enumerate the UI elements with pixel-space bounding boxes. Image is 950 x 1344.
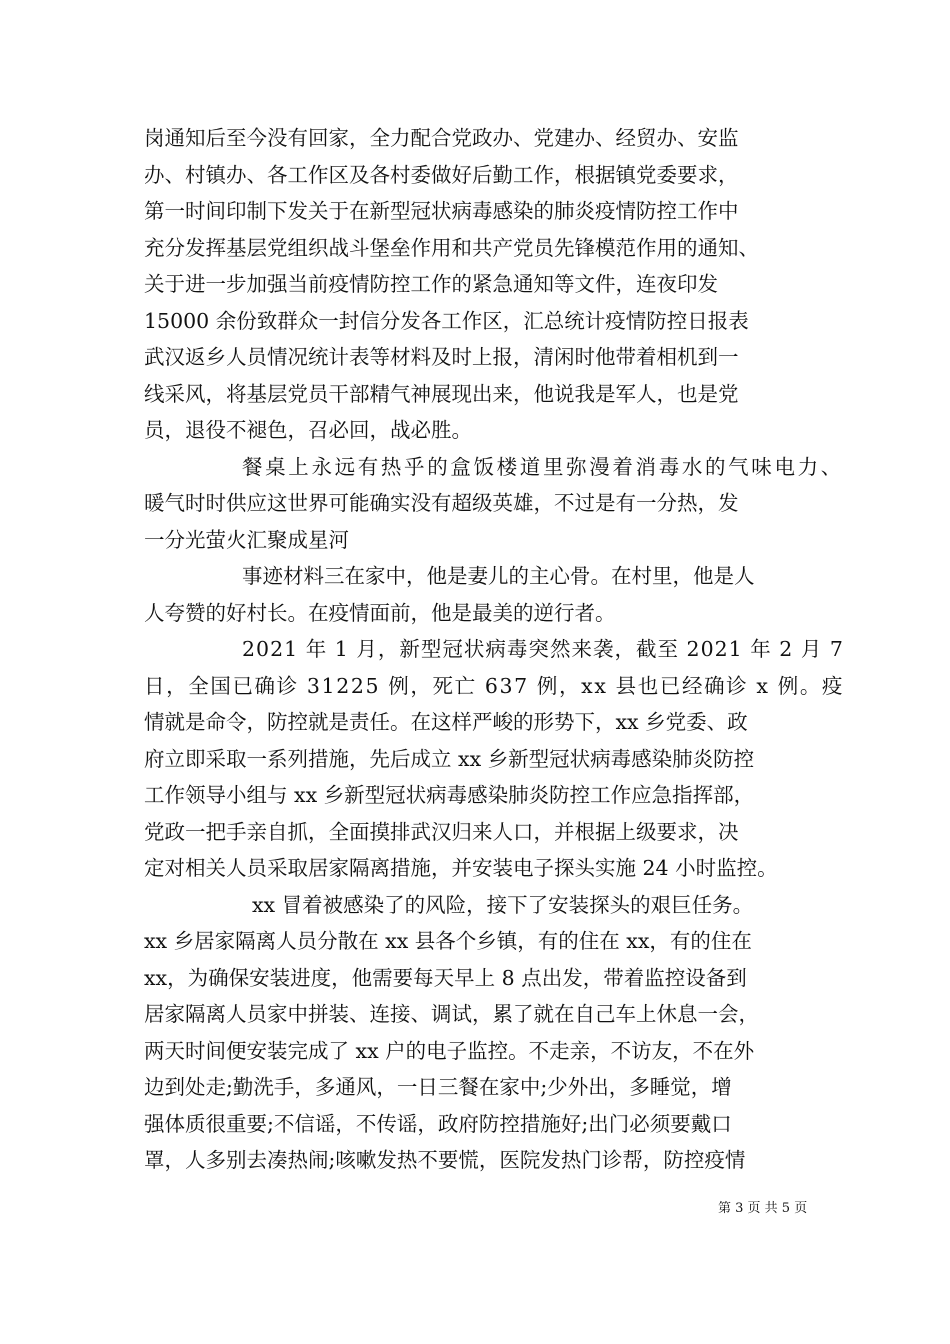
text-line: 充分发挥基层党组织战斗堡垒作用和共产党员先锋模范作用的通知、 bbox=[144, 235, 759, 260]
text-line: 线采风，将基层党员干部精气神展现出来，他说我是军人，也是党 bbox=[144, 381, 739, 406]
paragraph bbox=[144, 120, 844, 449]
paragraph bbox=[144, 558, 844, 631]
text-line: 暖气时时供应这世界可能确实没有超级英雄，不过是有一分热，发 bbox=[144, 491, 739, 515]
text-line: 定对相关人员采取居家隔离措施，并安装电子探头实施 24 小时监控。 bbox=[144, 856, 778, 880]
text-line: xx 乡居家隔离人员分散在 xx 县各个乡镇，有的住在 xx，有的住在 bbox=[144, 929, 752, 953]
text-line: 强体质很重要;不信谣，不传谣，政府防控措施好;出门必须要戴口 bbox=[144, 1111, 732, 1136]
text-line: 日，全国已确诊 31225 例，死亡 637 例，xx 县也已经确诊 x 例。疫 bbox=[144, 673, 845, 698]
text-line: 2021 年 1 月，新型冠状病毒突然来袭，截至 2021 年 2 月 7 bbox=[242, 637, 844, 661]
text-line: 党政一把手亲自抓，全面摸排武汉归来人口，并根据上级要求，决 bbox=[144, 819, 739, 844]
text-line: 餐桌上永远有热乎的盒饭楼道里弥漫着消毒水的气味电力、 bbox=[242, 454, 844, 479]
document-body bbox=[144, 120, 844, 1179]
paragraph bbox=[144, 449, 844, 559]
text-line: 岗通知后至今没有回家，全力配合党政办、党建办、经贸办、安监 bbox=[144, 126, 739, 150]
text-line: 工作领导小组与 xx 乡新型冠状病毒感染肺炎防控工作应急指挥部， bbox=[144, 783, 755, 807]
paragraph bbox=[144, 887, 844, 1179]
text-line: 情就是命令，防控就是责任。在这样严峻的形势下，xx 乡党委、政 bbox=[144, 710, 748, 734]
text-line: 府立即采取一系列措施，先后成立 xx 乡新型冠状病毒感染肺炎防控 bbox=[144, 746, 755, 771]
text-line: 两天时间便安装完成了 xx 户的电子监控。不走亲，不访友，不在外 bbox=[144, 1038, 755, 1063]
text-line: 边到处走;勤洗手，多通风，一日三餐在家中;少外出，多睡觉，增 bbox=[144, 1075, 732, 1099]
text-line: 罩，人多别去凑热闹;咳嗽发热不要慌，医院发热门诊帮，防控疫情 bbox=[144, 1148, 746, 1172]
text-line: 办、村镇办、各工作区及各村委做好后勤工作，根据镇党委要求， bbox=[144, 162, 739, 187]
page-footer: 第 3 页 共 5 页 bbox=[718, 1201, 808, 1216]
text-line: 员，退役不褪色，召必回，战必胜。 bbox=[144, 418, 472, 442]
text-line: xx 冒着被感染了的风险，接下了安装探头的艰巨任务。 bbox=[252, 892, 754, 917]
text-line: 关于进一步加强当前疫情防控工作的紧急通知等文件，连夜印发 bbox=[144, 272, 718, 296]
text-line: 人夸赞的好村长。在疫情面前，他是最美的逆行者。 bbox=[144, 600, 616, 625]
text-line: 居家隔离人员家中拼装、连接、调试，累了就在自己车上休息一会， bbox=[144, 1002, 759, 1026]
text-line: xx，为确保安装进度，他需要每天早上 8 点出发，带着监控设备到 bbox=[144, 965, 747, 990]
paragraph bbox=[144, 631, 844, 887]
text-line: 事迹材料三在家中，他是妻儿的主心骨。在村里，他是人 bbox=[242, 564, 755, 588]
text-line: 第一时间印制下发关于在新型冠状病毒感染的肺炎疫情防控工作中 bbox=[144, 199, 739, 223]
text-line: 武汉返乡人员情况统计表等材料及时上报，清闲时他带着相机到一 bbox=[144, 345, 739, 369]
text-line: 15000 余份致群众一封信分发各工作区，汇总统计疫情防控日报表 bbox=[144, 308, 749, 333]
text-line: 一分光萤火汇聚成星河 bbox=[144, 527, 349, 552]
